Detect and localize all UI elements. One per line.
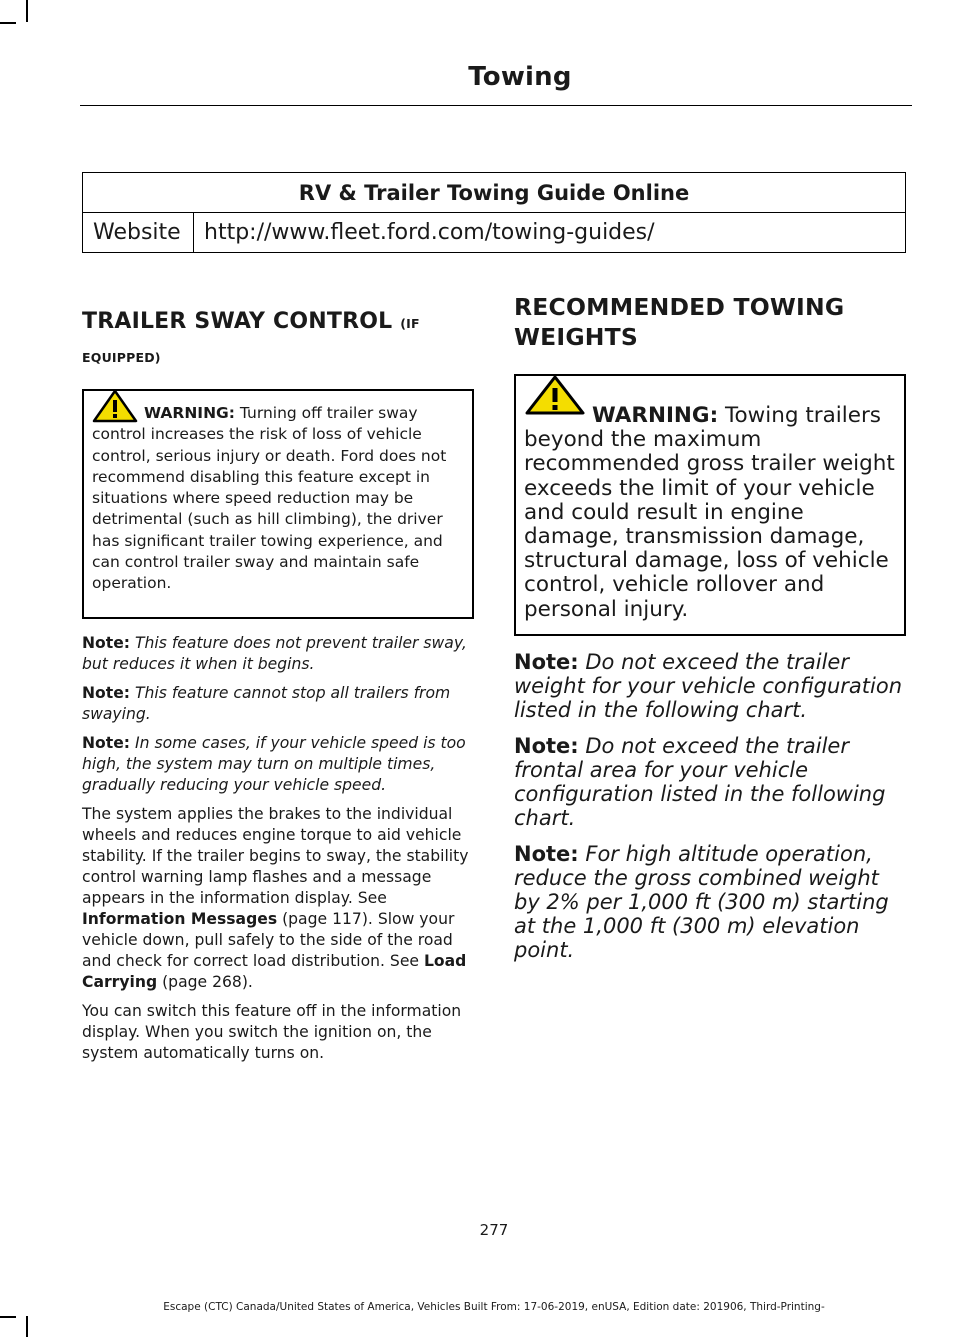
note-paragraph: Note: This feature cannot stop all trailers from swaying. [82,684,451,723]
link-load-carrying[interactable]: Load Carrying [82,952,467,991]
page-header-title: Towing [468,62,572,92]
header-rule [80,105,912,106]
link-information-messages[interactable]: Information Messages [82,910,278,928]
table-row [83,213,906,253]
table-cell-url: http://www.fleet.ford.com/towing-guides/ [194,213,906,253]
note-paragraph: Note: For high altitude operation, reduce the gross combined weight by 2% per 1,000 ft (300 m) starting at the 1,000 ft (300 m) elevation point. [514,842,889,962]
table-title: RV & Trailer Towing Guide Online [83,173,906,213]
trailer-sway-body [82,633,474,1072]
crop-mark-left-bottom [0,1316,16,1318]
note-paragraph: Note: Do not exceed the trailer weight for your vehicle configuration listed in the following chart. [514,650,903,722]
warning-box-trailer-sway: WARNING: Turning off trailer sway control increases the risk of loss of vehicle control, serious injury or death. Ford does not recommend disabling this feature except in situations where speed reduction may be detrimental (such as hill climbing), the driver has significant trailer towing experience, and can control trailer sway and maintain safe operation. [82,389,474,619]
warning-triangle-icon [524,374,586,416]
section-title-towing-weights: RECOMMENDED TOWING WEIGHTS [514,293,845,351]
warning-triangle-icon [92,389,138,423]
note-paragraph: Note: In some cases, if your vehicle speed is too high, the system may turn on multiple times, gradually reducing your vehicle speed. [82,734,466,794]
crop-mark-left-top [0,22,16,24]
crop-mark-top-left [26,0,28,22]
page-number: 277 [479,1221,509,1239]
note-paragraph: Note: Do not exceed the trailer frontal area for your vehicle configuration listed in the following chart. [514,734,886,830]
table-cell-label: Website [83,213,194,253]
crop-mark-bottom-left [26,1316,28,1337]
towing-guide-table [82,172,906,253]
footer-edition-info: Escape (CTC) Canada/United States of America, Vehicles Built From: 17-06-2019, enUSA, Edition date: 201906, Third-Printing- [163,1301,825,1313]
section-title-trailer-sway: TRAILER SWAY CONTROL (IF EQUIPPED) [82,309,420,365]
body-paragraph: You can switch this feature off in the information display. When you switch the ignition on, the system automatically turns on. [82,1002,462,1062]
towing-weights-body [514,650,906,974]
warning-box-towing-weights: WARNING: Towing trailers beyond the maximum recommended gross trailer weight exceeds the limit of your vehicle and could result in engine damage, transmission damage, structural damage, loss of vehicle control, vehicle rollover and personal injury. [514,374,906,636]
body-paragraph: The system applies the brakes to the individual wheels and reduces engine torque to aid vehicle stability. If the trailer begins to sway, the stability control warning lamp flashes and a message appears in the information display. See Information Messages (page 117). Slow your vehicle down, pull safely to the side of the road and check for correct load distribution. See Load Carrying (page 268). [82,805,469,991]
note-paragraph: Note: This feature does not prevent trailer sway, but reduces it when it begins. [82,634,467,673]
